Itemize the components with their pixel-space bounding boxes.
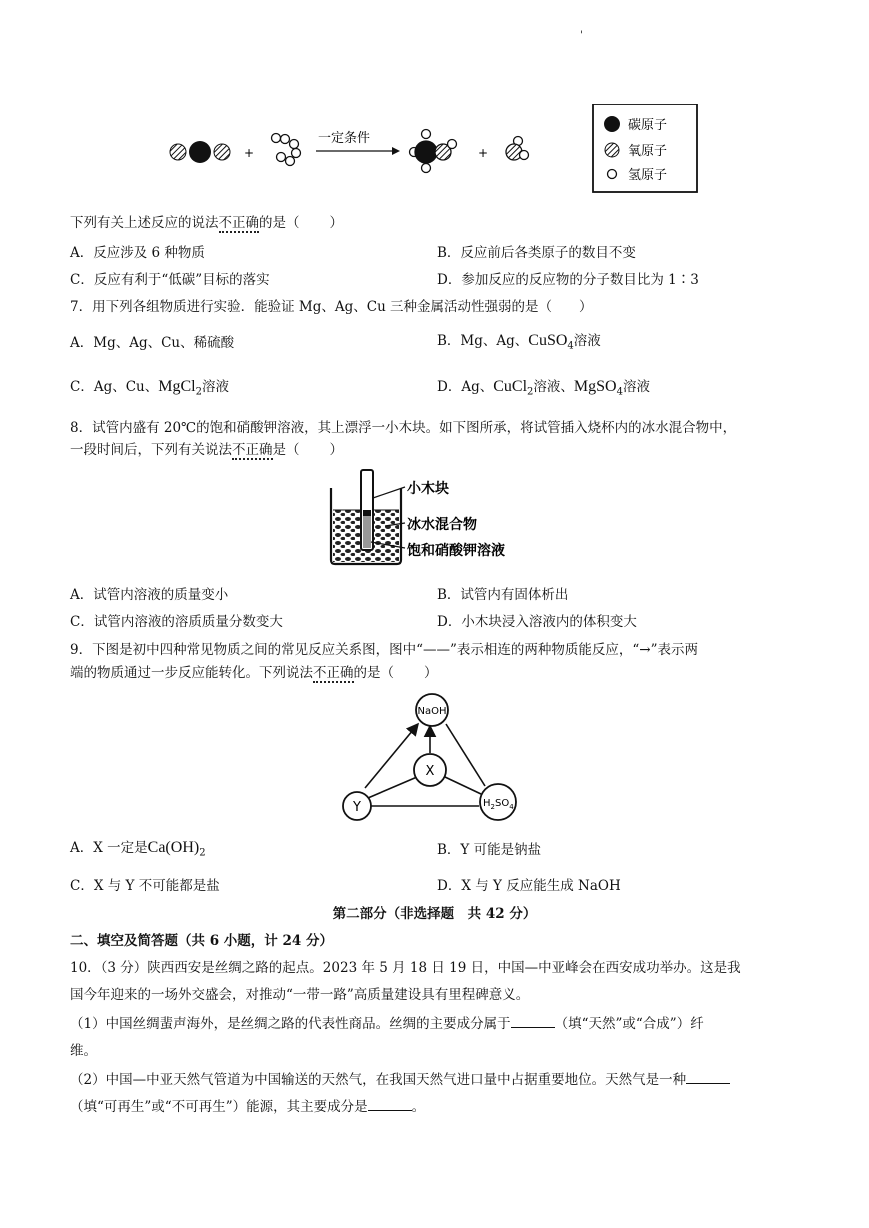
q10-stem-line1: 10．（3 分）陕西西安是丝绸之路的起点。2023 年 5 月 18 日 19 日，中国—中亚峰会在西安成功举办。这是我 [70,960,741,976]
q10-1-line1: （1）中国丝绸蜚声海外，是丝绸之路的代表性商品。丝绸的主要成分属于 （填“天然”或“合成”）纤 [70,1016,704,1032]
q9-option-a: A．X 一定是$Ca(OH)_2$ [70,839,206,859]
section2-title: 二、填空及简答题（共 6 小题，计 24 分） [70,933,333,949]
q8-stem-line1: 8．试管内盛有 20℃的饱和硝酸钾溶液，其上漂浮一小木块。如下图所承，将试管插入烧杯内的冰水混合物中， [70,420,737,436]
q10-1-line2: 维。 [70,1043,97,1059]
q8-stem-line2: 一段时间后，下列有关说法不正确是（ ） [70,442,343,458]
q7-option-b: B．Mg、Ag、CuSO$_4$溶液 [437,332,601,352]
q7-option-a: A．Mg、Ag、Cu、稀硫酸 [70,335,235,351]
co2-molecule-icon [170,141,230,163]
legend-oxygen: 氧原子 [628,144,668,159]
node-h2so4-label: $H_2SO_4$ [483,798,514,811]
oxygen-atom-icon [605,143,619,157]
reaction-relation-figure [335,690,535,822]
reaction-figure [160,104,720,196]
q6-option-b: B．反应前后各类原子的数目不变 [437,245,636,261]
wood-block-icon [363,510,371,516]
answer-blank-2[interactable] [686,1071,730,1084]
q7-option-c: C．Ag、Cu、MgCl$_2$溶液 [70,378,229,398]
q7-stem: 7．用下列各组物质进行实验．能验证 Mg、Ag、Cu 三种金属活动性强弱的是（ ） [70,299,593,315]
plus-sign-1: + [244,146,255,160]
line-x-y [368,777,417,798]
q9-option-d: D．X 与 Y 反应能生成 NaOH [437,878,621,894]
hydrogen-atom-icon [608,170,617,179]
node-y-label: Y [353,800,361,815]
top-mark: ' [580,30,583,41]
saturated-solution [363,514,371,548]
q9-option-b: B．Y 可能是钠盐 [437,842,542,858]
q8-option-b: B．试管内有固体析出 [437,587,569,603]
q6-stem: 下列有关上述反应的说法不正确的是（ ） [70,215,343,231]
q8-option-a: A．试管内溶液的质量变小 [70,587,229,603]
methanol-molecule-icon [410,130,457,173]
label-wood-block: 小木块 [407,481,449,497]
beaker-figure [325,468,535,570]
q6-option-a: A．反应涉及 6 种物质 [70,245,205,261]
answer-blank-1[interactable] [511,1015,555,1028]
plus-sign-2: + [478,146,489,160]
legend-carbon: 碳原子 [628,118,668,133]
part2-title: 第二部分（非选择题 共 42 分） [332,906,537,922]
q10-stem-line2: 国今年迎来的一场外交盛会，对推动“一带一路”高质量建设具有里程碑意义。 [70,987,530,1003]
q8-option-d: D．小木块浸入溶液内的体积变大 [437,614,637,630]
carbon-atom-icon [604,116,620,132]
label-solution: 饱和硝酸钾溶液 [407,543,505,559]
node-x-label: X [425,764,435,779]
legend-hydrogen: 氢原子 [628,168,668,183]
q9-stem-line2: 端的物质通过一步反应能转化。下列说法不正确的是（ ） [70,665,438,681]
node-naoh-label: NaOH [417,706,447,717]
q10-2-line1: （2）中国—中亚天然气管道为中国输送的天然气，在我国天然气进口量中占据重要地位。天然气是一种 [70,1068,730,1088]
reaction-condition: 一定条件 [318,131,371,146]
q9-option-c: C．X 与 Y 不可能都是盐 [70,878,220,894]
arrow-y-to-naoh [365,724,418,788]
answer-blank-3[interactable] [368,1098,412,1111]
q7-option-d: D．Ag、CuCl$_2$溶液、MgSO$_4$溶液 [437,378,650,398]
q9-stem-line1: 9．下图是初中四种常见物质之间的常见反应关系图，图中“——”表示相连的两种物质能反应，“→”表示两 [70,642,699,658]
q10-2-line2: （填“可再生”或“不可再生”）能源，其主要成分是 。 [70,1099,426,1115]
hydrogen-molecules-icon [272,134,301,166]
q6-option-c: C．反应有利于“低碳”目标的落实 [70,272,270,288]
line-x-h2so4 [445,777,481,794]
label-ice-water: 冰水混合物 [407,517,477,533]
line-naoh-h2so4 [446,724,485,786]
q8-option-c: C．试管内溶液的溶质质量分数变大 [70,614,283,630]
water-molecule-icon [506,137,529,161]
q6-option-d: D．参加反应的反应物的分子数目比为 1∶3 [437,272,699,288]
